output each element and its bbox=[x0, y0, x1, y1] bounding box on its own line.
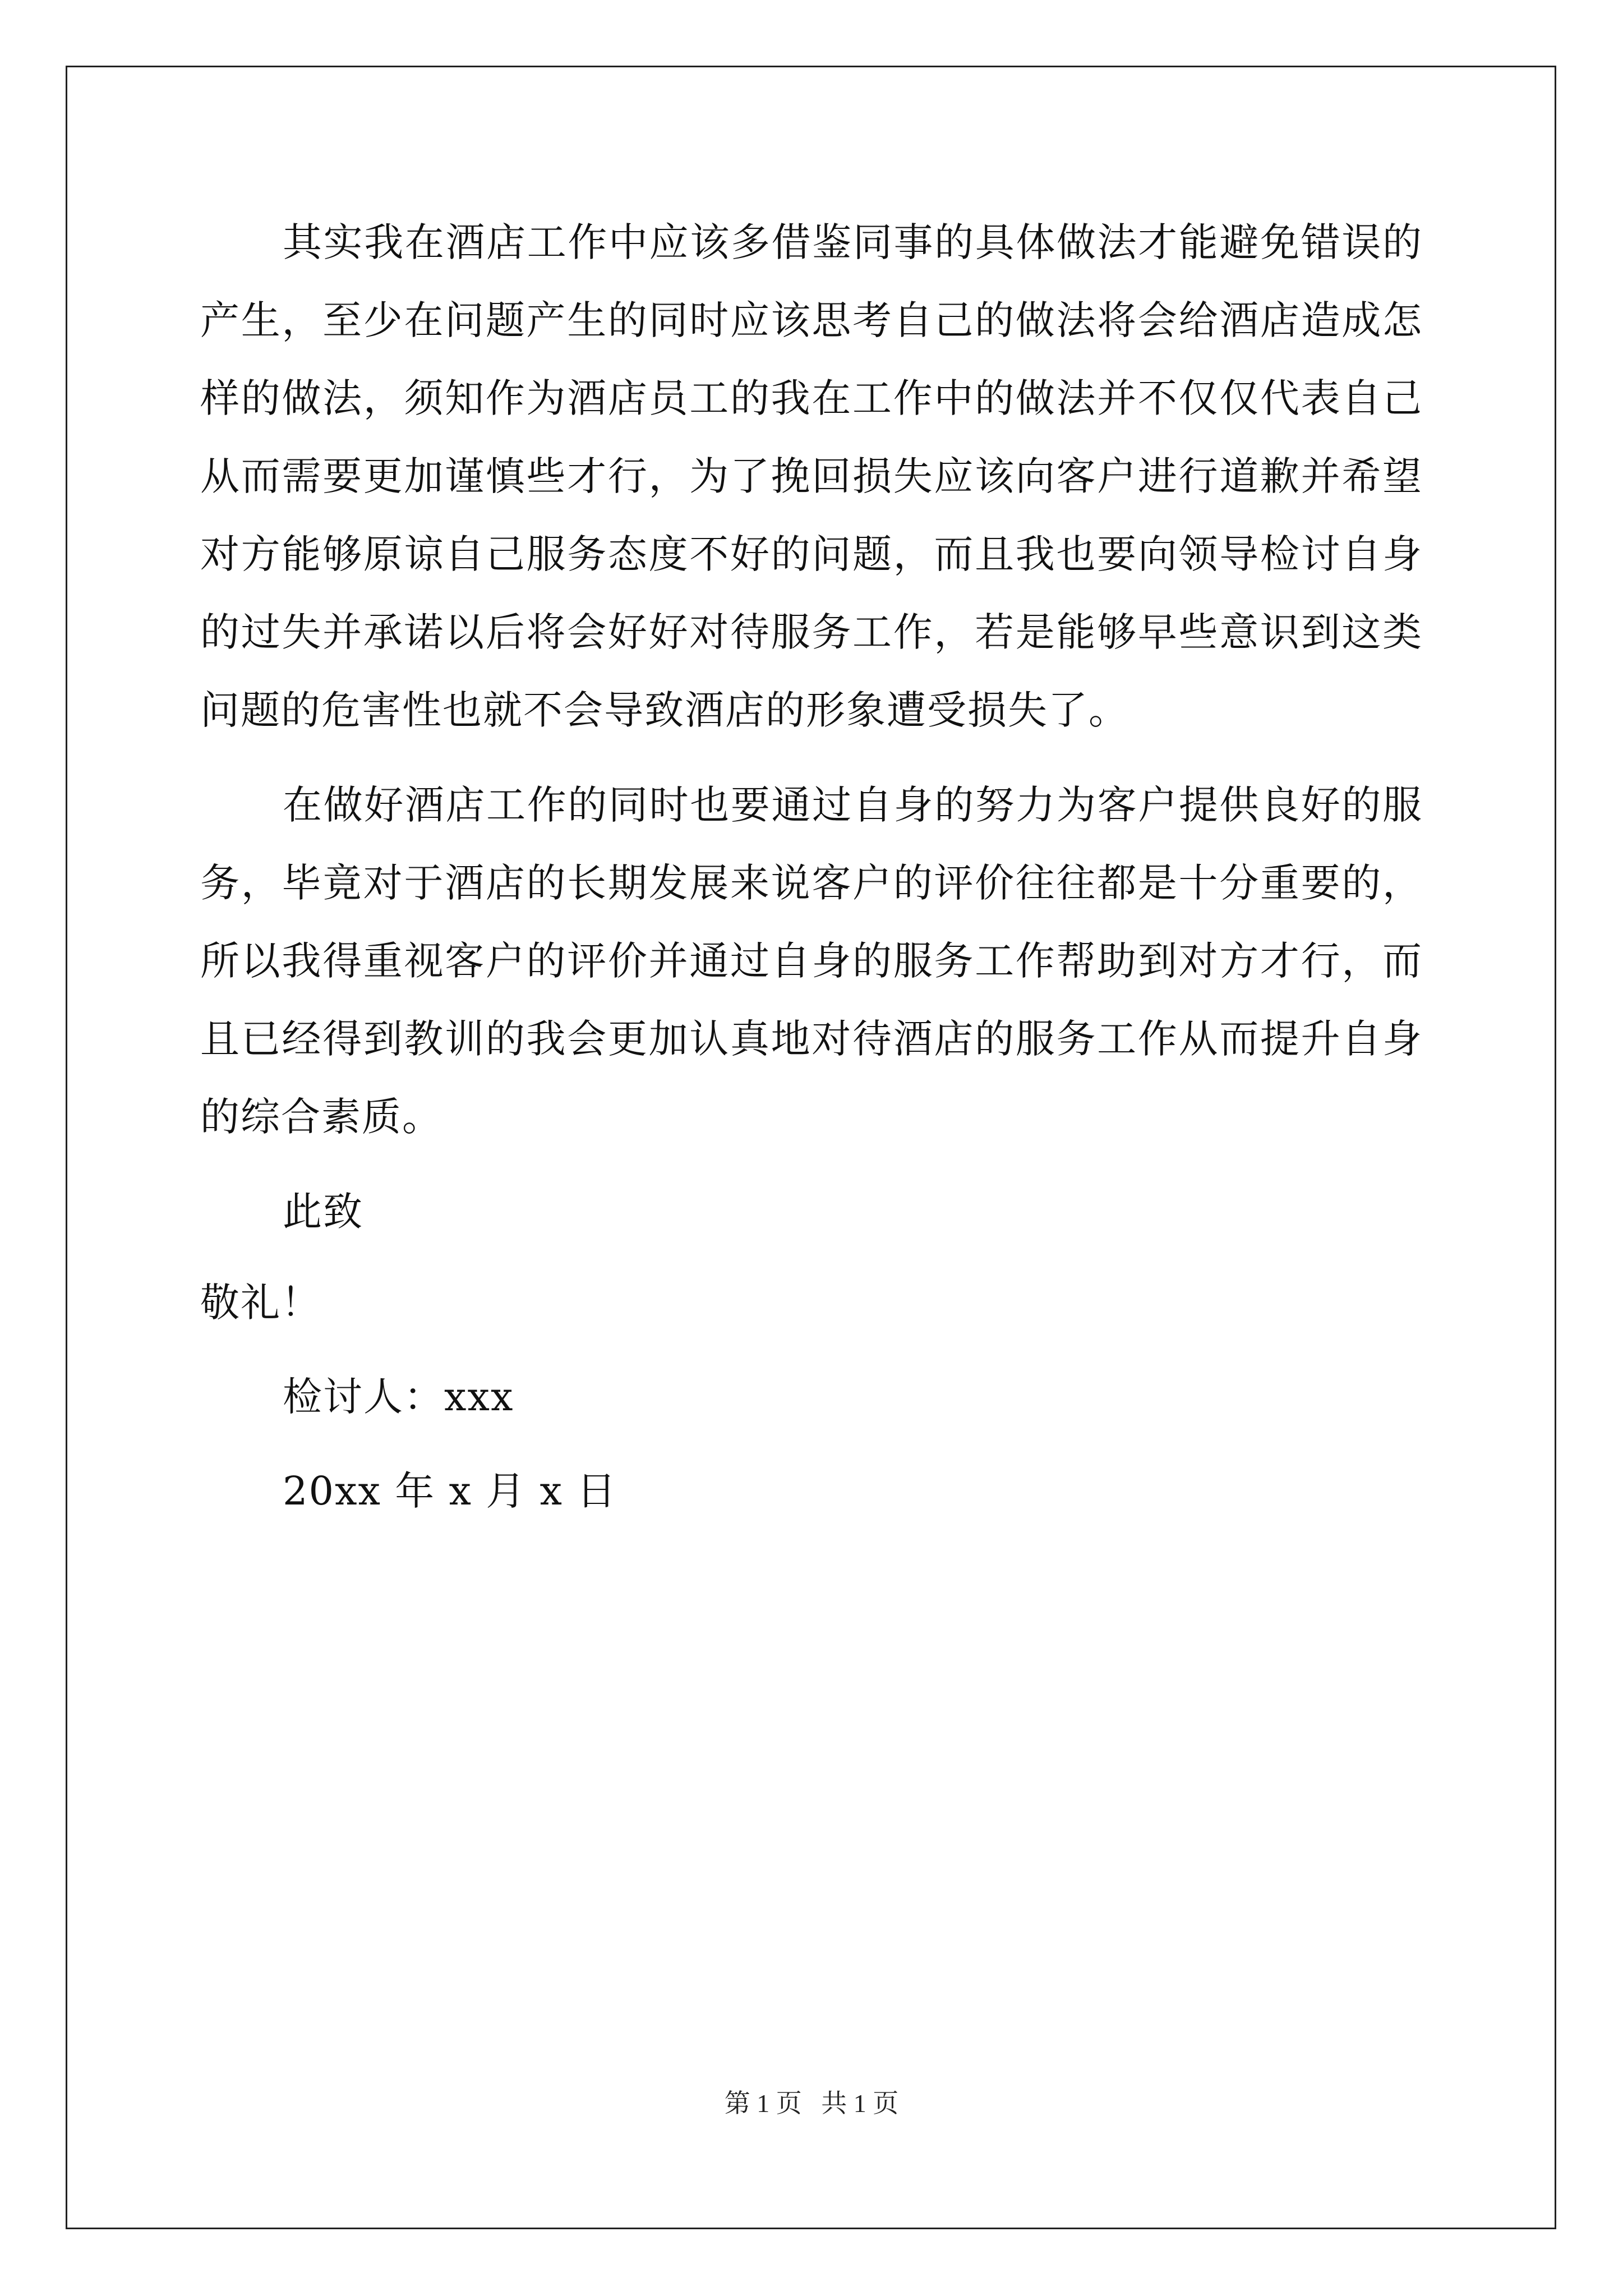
paragraph-2-line-3: 所以我得重视客户的评价并通过自身的服务工作帮助到对方才行，而 bbox=[200, 938, 1423, 984]
paragraph-2-line-2: 务，毕竟对于酒店的长期发展来说客户的评价往往都是十分重要的， bbox=[200, 860, 1423, 906]
signature-text: 检讨人：xxx bbox=[283, 1374, 514, 1420]
paragraph-1-line-6: 的过失并承诺以后将会好好对待服务工作，若是能够早些意识到这类 bbox=[200, 609, 1423, 655]
paragraph-1-line-1: 其实我在酒店工作中应该多借鉴同事的具体做法才能避免错误的 bbox=[283, 219, 1423, 265]
paragraph-1-line-7: 问题的危害性也就不会导致酒店的形象遭受损失了。 bbox=[200, 687, 1129, 733]
page-footer: 第 1 页 共 1 页 bbox=[724, 2089, 899, 2118]
date-text: 20xx 年 x 月 x 日 bbox=[283, 1468, 617, 1514]
paragraph-1-line-4: 从而需要更加谨慎些才行，为了挽回损失应该向客户进行道歉并希望 bbox=[200, 453, 1423, 499]
closing-text: 此致 bbox=[283, 1189, 363, 1235]
paragraph-1-line-3: 样的做法，须知作为酒店员工的我在工作中的做法并不仅仅代表自己 bbox=[200, 375, 1423, 421]
salute-text: 敬礼！ bbox=[200, 1280, 321, 1326]
paragraph-1-line-2: 产生，至少在问题产生的同时应该思考自己的做法将会给酒店造成怎 bbox=[200, 297, 1423, 343]
paragraph-2-line-4: 且已经得到教训的我会更加认真地对待酒店的服务工作从而提升自身 bbox=[200, 1016, 1423, 1062]
paragraph-2-line-1: 在做好酒店工作的同时也要通过自身的努力为客户提供良好的服 bbox=[283, 782, 1423, 828]
paragraph-1-line-5: 对方能够原谅自己服务态度不好的问题，而且我也要向领导检讨自身 bbox=[200, 531, 1423, 577]
paragraph-2-line-5: 的综合素质。 bbox=[200, 1094, 442, 1140]
